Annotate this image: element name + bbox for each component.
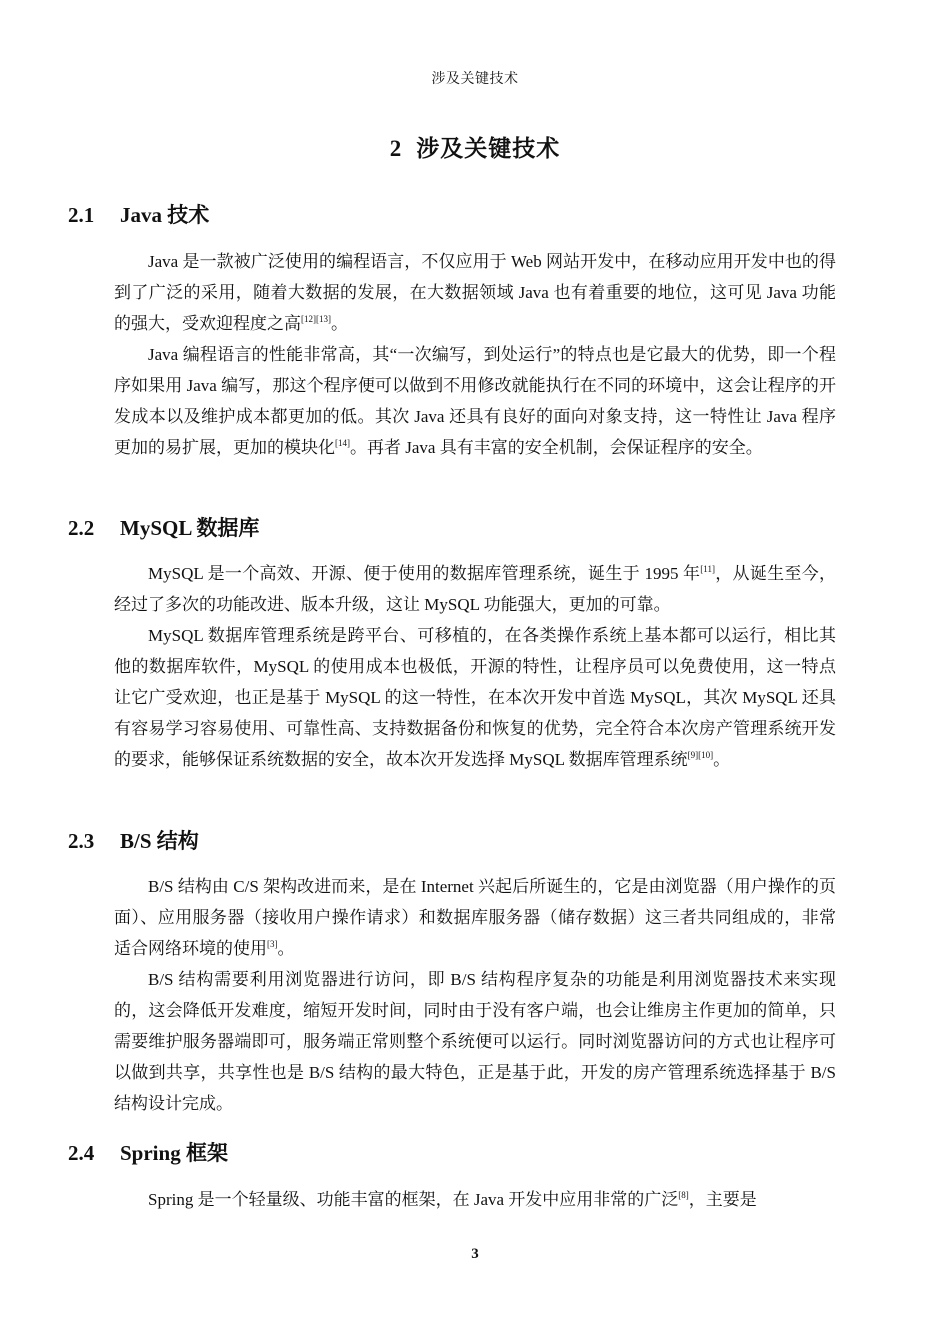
running-header: 涉及关键技术 xyxy=(431,72,519,87)
paragraph: B/S 结构需要利用浏览器进行访问，即 B/S 结构程序复杂的功能是利用浏览器技术来实现的，这会降低开发难度，缩短开发时间，同时由于没有客户端，也会让维房主作更加的简单，只需要维护服务器端即可，服务端正常则整个系统便可以运行。同时浏览器访问的方式也让程序可以做到共享，共享性也是 B/S 结构的最大特色，正是基于此，开发的房产管理系统选择基于 B/S 结构设计完成。 xyxy=(114,970,836,1113)
section-title: B/S 结构 xyxy=(120,829,199,853)
citation: [11] xyxy=(700,564,715,574)
section-heading-2-2 xyxy=(68,512,259,542)
section-number: 2.2 xyxy=(68,516,95,540)
citation: [8] xyxy=(678,1190,689,1200)
paragraph: Java 是一款被广泛使用的编程语言，不仅应用于 Web 网站开发中，在移动应用开发中也的得到了广泛的采用，随着大数据的发展，在大数据领域 Java 也有着重要的地位，这可见 Java 功能的强大，受欢迎程度之高[12][13]。 xyxy=(114,252,836,333)
section-heading-2-1 xyxy=(68,199,209,229)
chapter-number: 2 xyxy=(389,136,403,161)
section-number: 2.3 xyxy=(68,829,95,853)
citation: [12][13] xyxy=(301,314,331,324)
section-title: Java 技术 xyxy=(120,203,210,227)
section-heading-2-3 xyxy=(68,825,199,855)
section-heading-2-4 xyxy=(68,1137,228,1167)
paragraph: B/S 结构由 C/S 架构改进而来，是在 Internet 兴起后所诞生的，它是由浏览器（用户操作的页面）、应用服务器（接收用户操作请求）和数据库服务器（储存数据）这三者共同组成的，非常适合网络环境的使用[3]。 xyxy=(114,877,836,958)
page-number: 3 xyxy=(471,1246,479,1262)
paragraph: Spring 是一个轻量级、功能丰富的框架，在 Java 开发中应用非常的广泛[8]，主要是 xyxy=(148,1190,757,1209)
chapter-title xyxy=(0,130,950,163)
section-title: MySQL 数据库 xyxy=(120,516,260,540)
paragraph: Java 编程语言的性能非常高，其“一次编写，到处运行”的特点也是它最大的优势，即一个程序如果用 Java 编写，那这个程序便可以做到不用修改就能执行在不同的环境中，这会让程序的开发成本以及维护成本都更加的低。其次 Java 还具有良好的面向对象支持，这一特性让 Java 程序更加的易扩展，更加的模块化[14]。再者 Java 具有丰富的安全机制，会保证程序的安全。 xyxy=(114,345,836,457)
section-title: Spring 框架 xyxy=(120,1141,228,1165)
section-number: 2.1 xyxy=(68,203,95,227)
chapter-title-text: 涉及关键技术 xyxy=(416,136,561,161)
citation: [9][10] xyxy=(687,750,714,760)
citation: [3] xyxy=(267,939,278,949)
paragraph: MySQL 数据库管理系统是跨平台、可移植的，在各类操作系统上基本都可以运行，相比其他的数据库软件，MySQL 的使用成本也极低，开源的特性，让程序员可以免费使用，这一特点让它广受欢迎，也正是基于 MySQL 的这一特性，在本次开发中首选 MySQL，其次 MySQL 还具有容易学习容易使用、可靠性高、支持数据备份和恢复的优势，完全符合本次房产管理系统开发的要求，能够保证系统数据的安全，故本次开发选择 MySQL 数据库管理系统[9][10]。 xyxy=(114,626,836,769)
section-number: 2.4 xyxy=(68,1141,95,1165)
citation: [14] xyxy=(335,438,350,448)
paragraph: MySQL 是一个高效、开源、便于使用的数据库管理系统，诞生于 1995 年[11]，从诞生至今，经过了多次的功能改进、版本升级，这让 MySQL 功能强大，更加的可靠。 xyxy=(114,564,837,614)
